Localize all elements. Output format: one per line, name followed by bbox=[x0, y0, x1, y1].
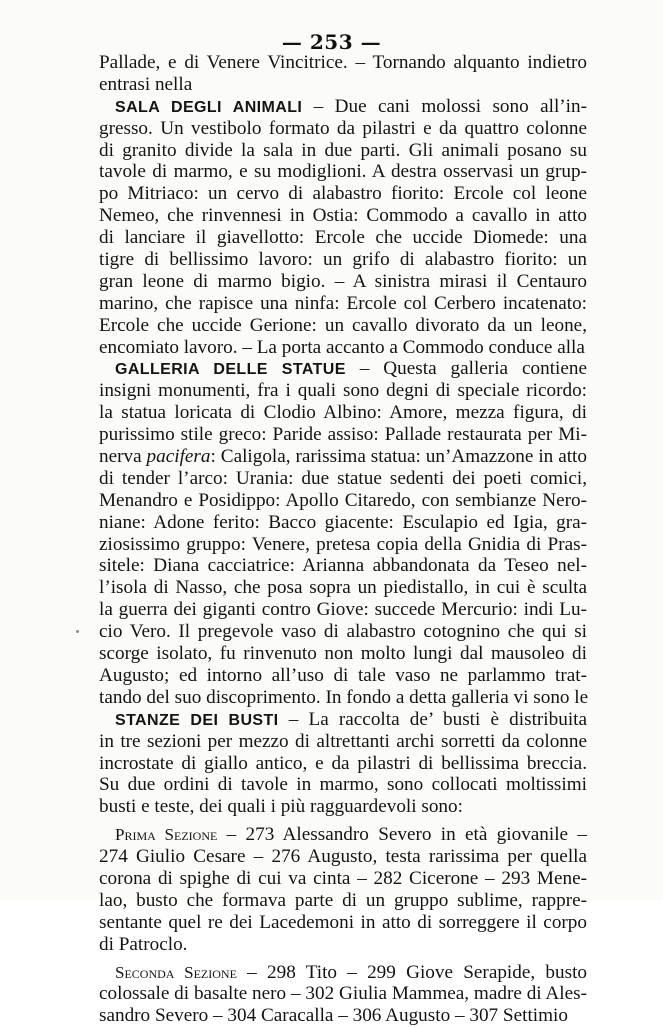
text-run: la guerra dei giganti contro Giove: succede Mercurio: indi Lu- bbox=[99, 599, 587, 621]
text-line bbox=[99, 227, 587, 249]
section-heading: STANZE DEI BUSTI bbox=[115, 711, 279, 729]
text-line bbox=[99, 205, 587, 227]
text-run: sandro Severo – 304 Caracalla – 306 Augusto – 307 Settimio bbox=[99, 1005, 568, 1027]
section-heading: GALLERIA DELLE STATUE bbox=[115, 361, 346, 379]
text-line bbox=[99, 753, 587, 775]
text-run: busti e teste, dei quali i più ragguardevoli sono: bbox=[99, 796, 463, 818]
text-run: scorge isolato, fu rinvenuto non molto lungi dal mausoleo di bbox=[99, 643, 587, 665]
text-line bbox=[99, 890, 587, 912]
section-heading: SALA DEGLI ANIMALI bbox=[115, 98, 303, 116]
text-run: Ercole che uccide Gerione: un cavallo divorato da un leone, bbox=[99, 314, 587, 336]
text-run: lao, busto che formava parte di un gruppo sublime, rappre- bbox=[99, 889, 587, 911]
text-run: la statua loricata di Clodio Albino: Amore, mezza figura, di bbox=[99, 402, 587, 424]
text-line bbox=[99, 555, 587, 577]
text-line bbox=[99, 358, 587, 380]
subsection-heading: Seconda Sezione bbox=[115, 962, 237, 982]
text-run: cio Vero. Il pregevole vaso di alabastro cotognino che qui si bbox=[99, 621, 587, 643]
text-run: – 273 Alessandro Severo in età giovanile – bbox=[217, 824, 587, 846]
text-run: gran leone di marmo bigio. – A sinistra mirasi il Centauro bbox=[99, 270, 587, 292]
text-line bbox=[99, 424, 587, 446]
text-line bbox=[99, 118, 587, 140]
text-line bbox=[99, 709, 587, 731]
text-run: insigni monumenti, fra i quali sono degni di speciale ricordo: bbox=[99, 380, 587, 402]
text-line bbox=[99, 577, 587, 599]
text-run: sitele: Diana cacciatrice: Arianna abbandonata da Teseo nel- bbox=[99, 555, 587, 577]
text-run: Menandro e Posidippo: Apollo Citaredo, con sembianze Nero- bbox=[99, 489, 587, 511]
text-line bbox=[99, 446, 587, 468]
text-run: – Due cani molossi sono all’in- bbox=[302, 95, 587, 117]
text-line bbox=[99, 534, 587, 556]
text-line bbox=[99, 983, 587, 1005]
text-line bbox=[99, 249, 587, 271]
subsection-heading: Prima Sezione bbox=[115, 825, 218, 845]
text-line bbox=[99, 315, 587, 337]
text-line bbox=[99, 687, 587, 709]
text-run: di lanciare il giavellotto: Ercole che uccide Diomede: una bbox=[99, 227, 587, 249]
text-line bbox=[99, 96, 587, 118]
text-run: di tender l’arco: Urania: due statue sedenti dei poeti comici, bbox=[99, 467, 587, 489]
text-run: colossale di basalte nero – 302 Giulia Mammea, madre di Ales- bbox=[99, 983, 587, 1005]
text-line bbox=[99, 337, 587, 359]
text-line bbox=[99, 934, 587, 956]
text-line bbox=[99, 665, 587, 687]
text-run: di granito divide la sala in due parti. Gli animali posano su bbox=[99, 139, 587, 161]
text-run: – 298 Tito – 299 Giove Serapide, busto bbox=[236, 961, 587, 983]
text-line bbox=[99, 74, 587, 96]
text-run: in tre sezioni per mezzo di altrettanti archi sorretti da colonne bbox=[99, 730, 587, 752]
text-run: ziosissimo gruppo: Venere, pretesa copia della Gnidia di Pras- bbox=[99, 533, 587, 555]
text-run: Su due ordini di tavole in marmo, sono collocati moltissimi bbox=[99, 774, 587, 796]
text-line bbox=[99, 161, 587, 183]
text-run: – La raccolta de’ busti è distribuita bbox=[278, 708, 587, 730]
text-run: Nemeo, che rinvennesi in Ostia: Commodo a cavallo in atto bbox=[99, 205, 587, 227]
text-line bbox=[99, 643, 587, 665]
text-line bbox=[99, 380, 587, 402]
text-run: Augusto; ed intorno all’uso di tale vaso ne parlammo trat- bbox=[99, 664, 587, 686]
text-run: l’isola di Nasso, che posa sopra un piedistallo, in cui è sculta bbox=[99, 577, 587, 599]
text-line bbox=[99, 490, 587, 512]
text-run: purissimo stile greco: Paride assiso: Pallade restaurata per Mi- bbox=[99, 424, 587, 446]
text-line bbox=[99, 796, 587, 818]
text-line bbox=[99, 183, 587, 205]
page-number: — 253 — bbox=[281, 30, 382, 54]
text-run: marino, che rapisce una ninfa: Ercole col Cerbero incatenato: bbox=[99, 292, 587, 314]
text-run: nerva bbox=[99, 446, 147, 468]
text-run: tavole di marmo, e su modiglioni. A destra osservasi un grup- bbox=[99, 161, 587, 183]
text-line bbox=[99, 846, 587, 868]
text-line bbox=[99, 621, 587, 643]
text-run: : Caligola, rarissima statua: un’Amazzone in atto bbox=[210, 446, 587, 468]
text-run: tigre di bellissimo lavoro: un grifo di alabastro fiorito: un bbox=[99, 249, 587, 271]
text-line bbox=[99, 599, 587, 621]
text-line bbox=[99, 1005, 587, 1027]
text-line bbox=[99, 52, 587, 74]
text-line bbox=[99, 271, 587, 293]
text-run: incrostate di giallo antico, e da pilastri di bellissima breccia. bbox=[99, 752, 587, 774]
text-run: entrasi nella bbox=[99, 73, 193, 95]
text-run: po Mitriaco: un cervo di alabastro fiorito: Ercole col leone bbox=[99, 183, 587, 205]
body-text bbox=[99, 52, 587, 1027]
text-run: Pallade, e di Venere Vincitrice. – Tornando alquanto indietro bbox=[99, 52, 587, 73]
text-line bbox=[99, 402, 587, 424]
ink-speck bbox=[76, 630, 79, 633]
text-line bbox=[99, 468, 587, 490]
text-line bbox=[99, 868, 587, 890]
text-run: – Questa galleria contiene bbox=[345, 358, 587, 380]
text-line bbox=[99, 731, 587, 753]
text-run: di Patroclo. bbox=[99, 933, 188, 955]
text-run: tando del suo discoprimento. In fondo a detta galleria vi sono le bbox=[99, 686, 589, 708]
text-line bbox=[99, 774, 587, 796]
text-run: 274 Giulio Cesare – 276 Augusto, testa rarissima per quella bbox=[99, 846, 587, 868]
text-run: gresso. Un vestibolo formato da pilastri e da quattro colonne bbox=[99, 117, 587, 139]
text-line bbox=[99, 512, 587, 534]
text-line bbox=[99, 293, 587, 315]
italic-word: pacifera bbox=[146, 446, 211, 468]
text-line bbox=[99, 912, 587, 934]
text-run: niane: Adone ferito: Bacco giacente: Esculapio ed Igia, gra- bbox=[99, 511, 587, 533]
text-run: sentante quel re dei Lacedemoni in atto di sorreggere il corpo bbox=[99, 911, 587, 933]
text-run: corona di spighe di cui va cinta – 282 Cicerone – 293 Mene- bbox=[99, 867, 587, 889]
text-run: encomiato lavoro. – La porta accanto a Commodo conduce alla bbox=[99, 336, 585, 358]
text-line bbox=[99, 140, 587, 162]
text-line bbox=[99, 824, 587, 846]
text-line bbox=[99, 962, 587, 984]
